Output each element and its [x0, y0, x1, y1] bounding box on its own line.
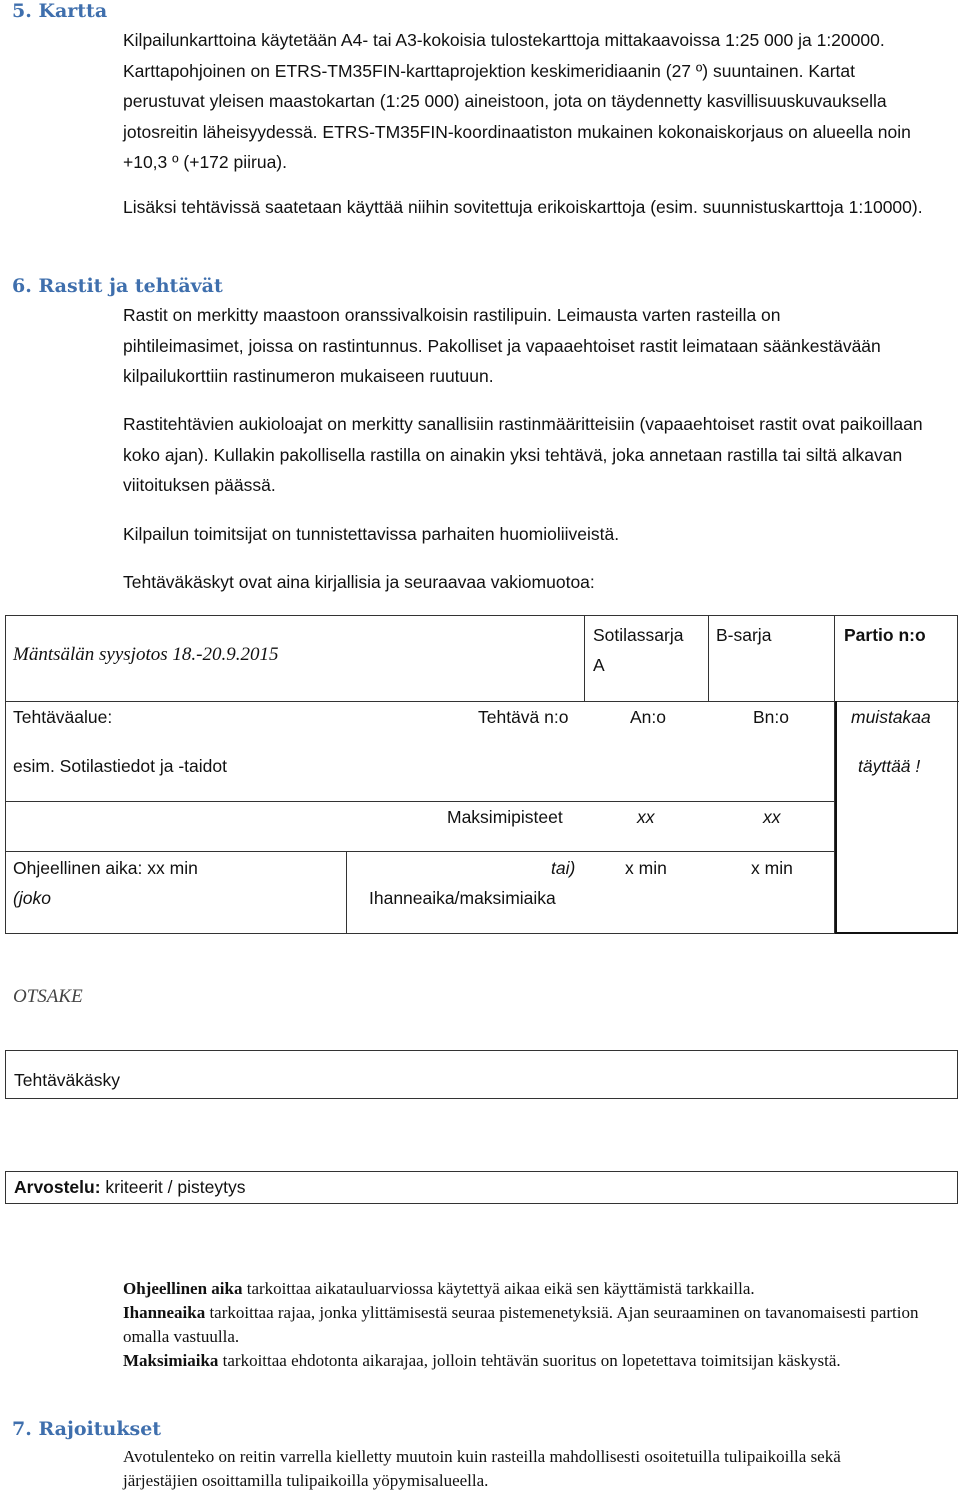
row-divider [6, 851, 835, 852]
task-area-label: Tehtäväalue: [13, 707, 113, 727]
guide-time-or: tai) [551, 858, 576, 878]
row-divider [6, 801, 835, 802]
col-divider [584, 616, 585, 701]
rastit-paragraph-3: Kilpailun toimitsijat on tunnistettavissa parhaiten huomioliiveistä. [123, 524, 620, 544]
max-points-a: xx [637, 807, 655, 827]
arvostelu-rest: kriteerit / pisteytys [100, 1177, 246, 1197]
col-divider [346, 851, 347, 934]
otsake-label: OTSAKE [13, 986, 83, 1007]
rastit-paragraph-1: Rastit on merkitty maastoon oranssivalkoisin rastilipuin. Leimausta varten rasteilla on pihtileimasimet, joissa on rastintunnus. Pakolliset ja vapaaehtoiset rastit leimataan säänkestävään kilpailukorttiin rastinumeron mukaiseen ruutuun. [123, 305, 881, 386]
arvostelu-box [5, 1171, 958, 1204]
tehtavakasky-label: Tehtäväkäsky [14, 1070, 121, 1090]
guide-time-label: Ohjeellinen aika: xx min [13, 858, 198, 878]
time-a: x min [625, 858, 667, 878]
partio-label: Partio n:o [844, 625, 926, 645]
definition-term: Ohjeellinen aika [123, 1279, 243, 1298]
series-a-letter: A [593, 655, 605, 675]
definition-max-time [123, 1349, 943, 1373]
task-form-table [5, 615, 958, 934]
series-a-label: Sotilassarja [593, 625, 684, 645]
section-heading-rajoitukset: 7. Rajoitukset [12, 1418, 162, 1440]
b-no-label: Bn:o [753, 707, 789, 727]
max-points-label: Maksimipisteet [447, 807, 563, 827]
reminder-line-2: täyttää ! [858, 756, 921, 776]
a-no-label: An:o [630, 707, 666, 727]
arvostelu-label [14, 1172, 245, 1202]
task-area-example: esim. Sotilastiedot ja -taidot [13, 756, 227, 776]
kartta-paragraph-1: Kilpailunkarttoina käytetään A4- tai A3-kokoisia tulostekarttoja mittakaavoissa 1:25 000 ja 1:20000. Karttapohjoinen on ETRS-TM35FIN-karttaprojektion keskimeridiaanin (27 º) suuntainen. Kartat perustuvat yleisen maastokartan (1:25 000) aineistoon, jota on täydennetty kasvillisuuskuvauksella jotosreitin läheisyydessä. ETRS-TM35FIN-koordinaatiston mukainen kokonaiskorjaus on alueella noin +10,3 º (+172 piirua). [123, 30, 911, 172]
definition-ideal-time [123, 1301, 943, 1349]
kartta-paragraph-2: Lisäksi tehtävissä saatetaan käyttää niihin sovitettuja erikoiskarttoja (esim. suunnistuskarttoja 1:10000). [123, 197, 923, 217]
rajoitukset-paragraph: Avotulenteko on reitin varrella kielletty muutoin kuin rasteilla mahdollisesti osoitetuilla tulipaikoilla sekä järjestäjien osoittamilla tulipaikoilla yöpymisalueella. [123, 1447, 841, 1490]
reminder-line-1: muistakaa [851, 707, 931, 727]
max-points-b: xx [763, 807, 781, 827]
otsake-box [5, 934, 958, 1007]
rastit-paragraph-2: Rastitehtävien aukioloajat on merkitty sanallisiin rastinmääritteisiin (vapaaehtoiset rastit ovat paikoillaan koko ajan). Kullakin pakollisella rastilla on ainakin yksi tehtävä, joka annetaan rastilla tai siltä alkavan viitoituksen päässä. [123, 414, 923, 495]
col-divider [708, 616, 709, 701]
reminder-box-border [835, 701, 837, 934]
definition-term: Ihanneaika [123, 1303, 206, 1322]
arvostelu-bold: Arvostelu: [14, 1177, 101, 1197]
ideal-time-label: Ihanneaika/maksimiaika [369, 888, 556, 908]
definition-text: tarkoittaa rajaa, jonka ylittämisestä seuraa pistemenetyksiä. Ajan seuraaminen on tavanomaisesti partion omalla vastuulla. [123, 1303, 919, 1346]
section-heading-rastit: 6. Rastit ja tehtävät [12, 275, 223, 297]
definition-term: Maksimiaika [123, 1351, 219, 1370]
guide-time-either: (joko [13, 888, 51, 908]
definition-text: tarkoittaa ehdotonta aikarajaa, jolloin tehtävän suoritus on lopetettava toimitsijan käskystä. [218, 1351, 841, 1370]
event-title: Mäntsälän syysjotos 18.-20.9.2015 [13, 644, 279, 665]
time-b: x min [751, 858, 793, 878]
task-no-label: Tehtävä n:o [478, 707, 569, 727]
series-b-label: B-sarja [716, 625, 772, 645]
rastit-paragraph-4: Tehtäväkäskyt ovat aina kirjallisia ja seuraavaa vakiomuotoa: [123, 572, 595, 592]
tehtavakasky-box [5, 1050, 958, 1099]
section-heading-kartta: 5. Kartta [12, 0, 108, 22]
definition-text: tarkoittaa aikatauluarviossa käytettyä aikaa eikä sen käyttämistä tarkkailla. [242, 1279, 755, 1298]
definition-guide-time [123, 1277, 943, 1301]
